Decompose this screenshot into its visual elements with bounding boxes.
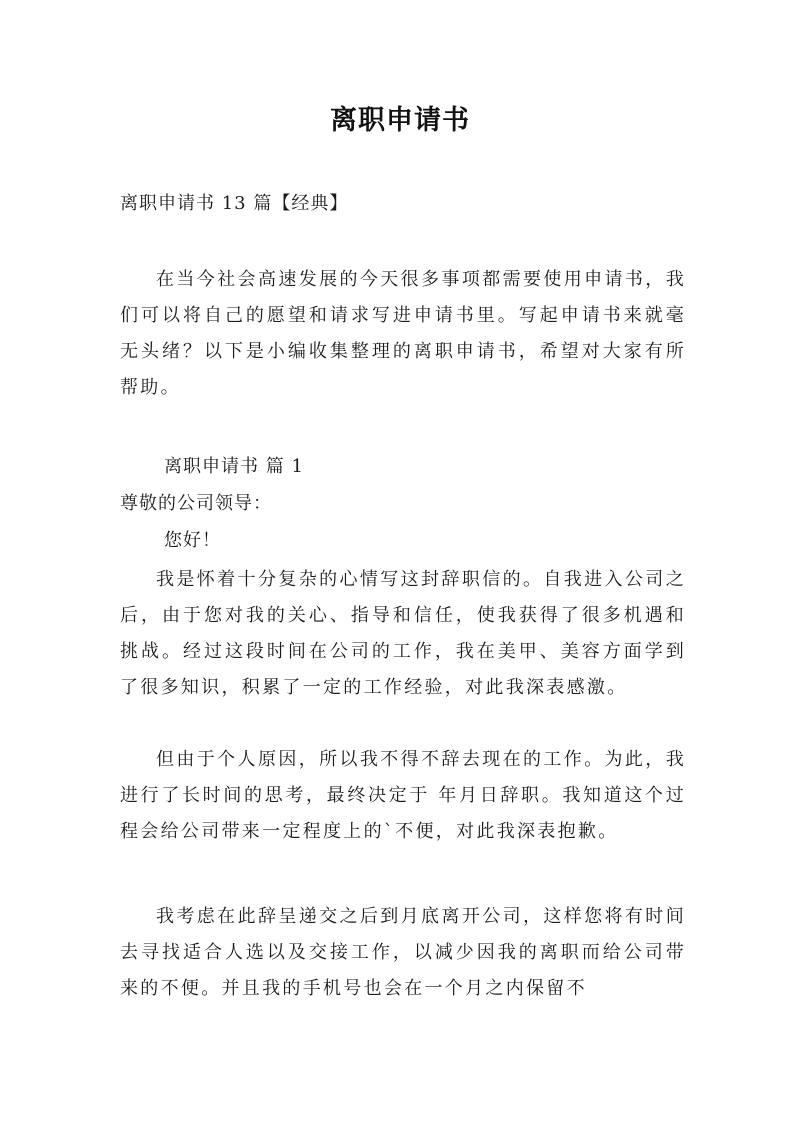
greeting: 您好！ [164, 530, 221, 551]
intro-paragraph: 在当今社会高速发展的今天很多事项都需要使用申请书，我们可以将自己的愿望和请求写进申请书里。写起申请书来就毫无头绪？以下是小编收集整理的离职申请书，希望对大家有所帮助。 [120, 269, 686, 398]
document-subtitle: 离职申请书 13 篇【经典】 [120, 193, 349, 214]
body-paragraph: 我考虑在此辞呈递交之后到月底离开公司，这样您将有时间去寻找适合人选以及交接工作，以减少因我的离职而给公司带来的不便。并且我的手机号也会在一个月之内保留不 [120, 906, 686, 999]
body-paragraph: 我是怀着十分复杂的心情写这封辞职信的。自我进入公司之后，由于您对我的关心、指导和信任，使我获得了很多机遇和挑战。经过这段时间在公司的工作，我在美甲、美容方面学到了很多知识，积累了一定的工作经验，对此我深表感激。 [120, 569, 686, 698]
body-paragraph: 但由于个人原因，所以我不得不辞去现在的工作。为此，我进行了长时间的思考，最终决定于 年月日辞职。我知道这个过程会给公司带来一定程度上的`不便，对此我深表抱歉。 [120, 749, 686, 842]
salutation: 尊敬的公司领导： [120, 493, 272, 514]
document-title: 离职申请书 [330, 105, 470, 136]
section-heading: 离职申请书 篇 1 [164, 456, 304, 477]
